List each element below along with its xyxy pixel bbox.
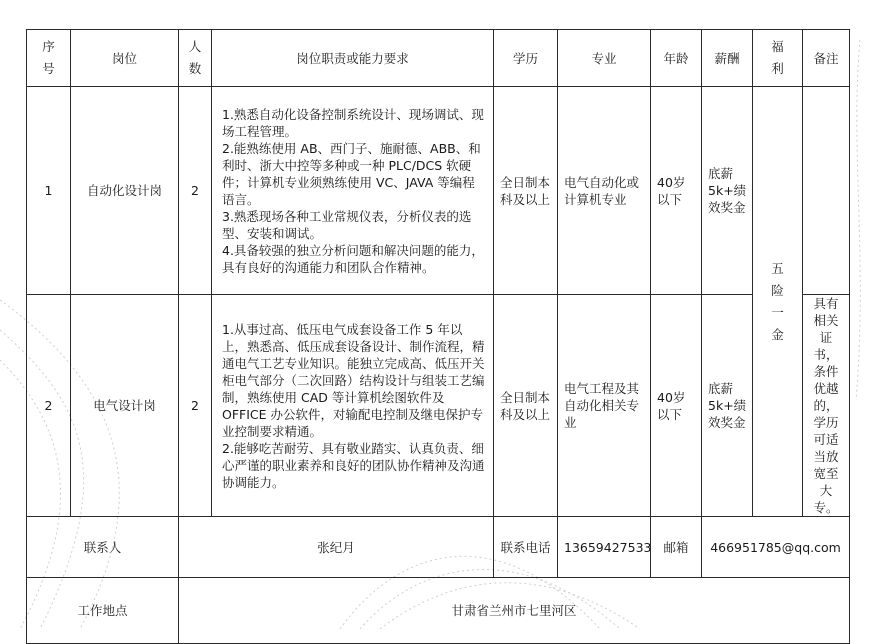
phone-number: 13659427533 [558, 517, 651, 578]
header-salary: 薪酬 [702, 30, 753, 87]
recruitment-table [26, 29, 850, 644]
contact-label: 联系人 [27, 517, 179, 578]
welfare-cell: 五险一金 [753, 87, 803, 517]
header-welfare: 福利 [753, 30, 803, 87]
header-remark: 备注 [803, 30, 850, 87]
header-serial: 序号 [27, 30, 71, 87]
duty-item: 1.从事过高、低压电气成套设备工作 5 年以上，熟悉高、低压成套设备设计、制作流程，精通电气工艺专业知识。能独立完成高、低压开关柜电气部分（二次回路）结构设计与组装工艺编制，熟练使用 CAD 等计算机绘图软件及 OFFICE 办公软件，对输配电控制及继电保护专业控制要求精通。 [222, 321, 485, 439]
row-age: 40岁以下 [651, 87, 702, 295]
header-count: 人数 [179, 30, 212, 87]
header-position: 岗位 [71, 30, 179, 87]
remark-cell-empty [803, 87, 850, 295]
row-position: 电气设计岗 [71, 295, 179, 517]
header-education: 学历 [494, 30, 558, 87]
location-value: 甘肃省兰州市七里河区 [179, 578, 850, 644]
duty-item: 2.能熟练使用 AB、西门子、施耐德、ABB、和利时、浙大中控等多种或一种 PLC/DCS 软硬件；计算机专业须熟练使用 VC、JAVA 等编程语言。 [222, 140, 481, 207]
location-row [27, 578, 850, 644]
row-education: 全日制本科及以上 [494, 87, 558, 295]
row-position: 自动化设计岗 [71, 87, 179, 295]
row-duties [212, 295, 494, 517]
duty-item: 4.具备较强的独立分析问题和解决问题的能力，具有良好的沟通能力和团队合作精神。 [222, 242, 484, 275]
duty-item: 3.熟悉现场各种工业常规仪表，分析仪表的选型、安装和调试。 [222, 208, 472, 241]
row-duties [212, 87, 494, 295]
header-age: 年龄 [651, 30, 702, 87]
duty-item: 2.能够吃苦耐劳、具有敬业踏实、认真负责、细心严谨的职业素养和良好的团队协作精神及沟通协调能力。 [222, 440, 485, 490]
location-label: 工作地点 [27, 578, 179, 644]
row-major: 电气工程及其自动化相关专业 [558, 295, 651, 517]
row-age: 40岁以下 [651, 295, 702, 517]
row-salary: 底薪5k+绩效奖金 [702, 295, 753, 517]
email-address: 466951785@qq.com [702, 517, 850, 578]
row-serial: 1 [27, 87, 71, 295]
contact-name: 张纪月 [179, 517, 494, 578]
table-row [27, 295, 850, 517]
row-education: 全日制本科及以上 [494, 295, 558, 517]
table-row [27, 87, 850, 295]
row-major: 电气自动化或计算机专业 [558, 87, 651, 295]
row-count: 2 [179, 295, 212, 517]
row-serial: 2 [27, 295, 71, 517]
email-label: 邮箱 [651, 517, 702, 578]
phone-label: 联系电话 [494, 517, 558, 578]
remark-cell: 具有相关证书，条件优越的，学历可适当放宽至大专。 [803, 295, 850, 517]
header-major: 专业 [558, 30, 651, 87]
header-row [27, 30, 850, 87]
row-salary: 底薪5k+绩效奖金 [702, 87, 753, 295]
contact-row [27, 517, 850, 578]
row-count: 2 [179, 87, 212, 295]
header-duties: 岗位职责或能力要求 [212, 30, 494, 87]
duty-item: 1.熟悉自动化设备控制系统设计、现场调试、现场工程管理。 [222, 106, 484, 139]
